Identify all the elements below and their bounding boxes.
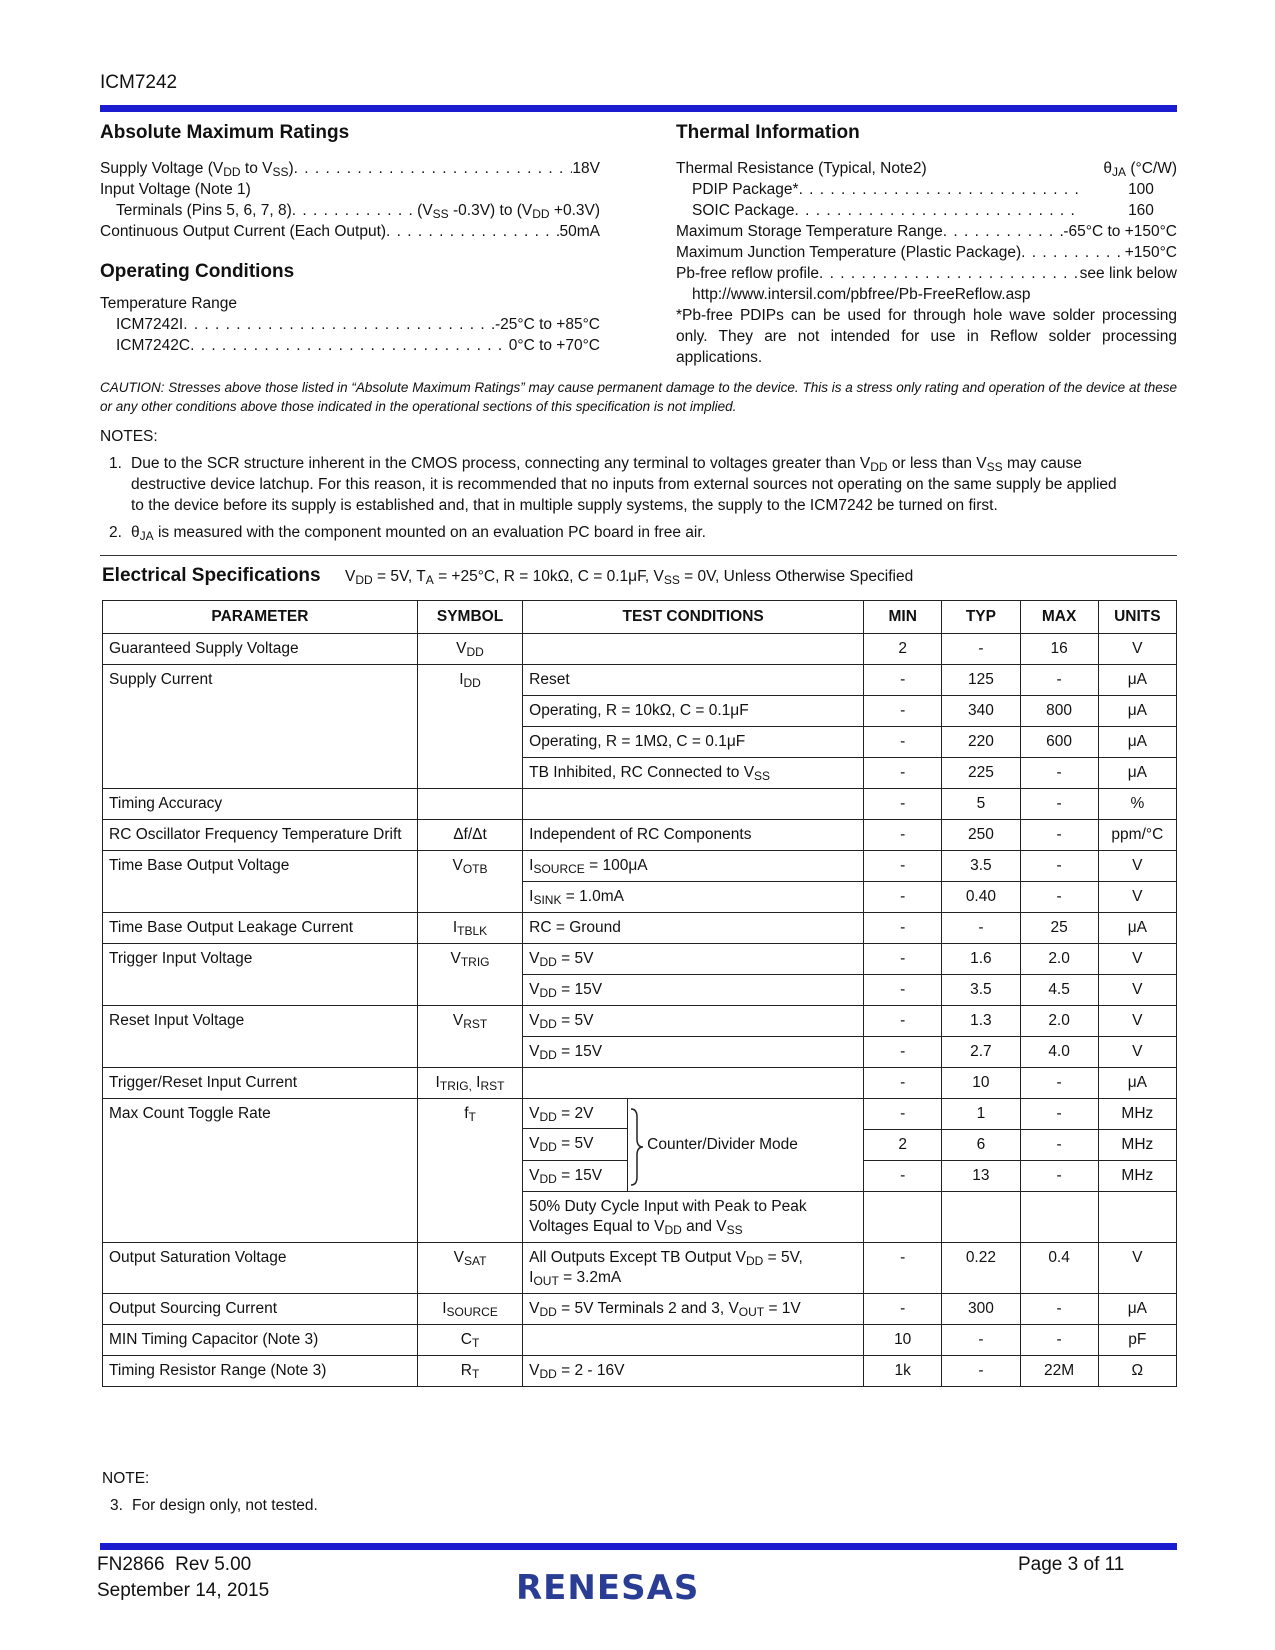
col-min: MIN xyxy=(864,601,942,634)
soic-row: SOIC Package . . . 160 xyxy=(676,200,1177,221)
abs-max-section xyxy=(100,122,600,242)
table-row: Supply Current $I_{DD}$ Reset - 125 - μA xyxy=(103,665,1177,696)
operating-conditions-section xyxy=(100,261,600,356)
table-row: Timing Accuracy - 5 - % xyxy=(103,789,1177,820)
continuous-current-row: Continuous Output Current (Each Output) . . . 50mA xyxy=(100,221,600,242)
temp-range-label: Temperature Range xyxy=(100,295,237,312)
counter-divider-cell: $V_{DD} = 2V$ $V_{DD} = 5V$ $V_{DD} = 15V$ Counter/Divider Mode xyxy=(523,1099,864,1192)
storage-temp-row: Maximum Storage Temperature Range . . . -65°C to +150°C xyxy=(676,221,1177,242)
table-row: Time Base Output Voltage $V_{OTB}$ $I_{SOURCE} = 100\mu A$ - 3.5 - V xyxy=(103,851,1177,882)
note-2: 2. $\theta_{JA}$ is measured with the component mounted on an evaluation PC board in free air. xyxy=(109,524,706,543)
right-brace-icon xyxy=(629,1107,645,1187)
notes-heading: NOTES: xyxy=(100,428,158,445)
reflow-row: Pb-free reflow profile . . . see link below xyxy=(676,263,1177,284)
caution-text: CAUTION: Stresses above those listed in “Absolute Maximum Ratings” may cause permanent damage to the device. This is a stress only rating and operation of the device at these or any other conditions above those indicated in the operational sections of this specification is not implied. xyxy=(100,380,1177,414)
thermal-title: Thermal Information xyxy=(676,122,860,143)
icm7242c-row: ICM7242C . . . 0°C to +70°C xyxy=(100,335,600,356)
table-row: MIN Timing Capacitor (Note 3) $C_T$ 10 - - pF xyxy=(103,1325,1177,1356)
elec-divider xyxy=(100,555,1177,556)
counter-divider-mode: Counter/Divider Mode xyxy=(647,1136,798,1153)
note3-heading: NOTE: xyxy=(102,1470,150,1487)
table-row: TB Inhibited, RC Connected to $V_{SS}$ - 225 - μA xyxy=(103,758,1177,789)
elec-spec-table xyxy=(102,600,1177,1387)
header-rule xyxy=(100,105,1177,112)
table-row: Trigger Input Voltage $V_{TRIG}$ $V_{DD} = 5V$ - 1.6 2.0 V xyxy=(103,944,1177,975)
col-max: MAX xyxy=(1020,601,1098,634)
table-row: Reset Input Voltage $V_{RST}$ $V_{DD} = 5V$ - 1.3 2.0 V xyxy=(103,1006,1177,1037)
table-row: Trigger/Reset Input Current $I_{TRIG,}$ $I_{RST}$ - 10 - μA xyxy=(103,1068,1177,1099)
footer-left xyxy=(97,1552,269,1604)
thermal-section xyxy=(676,122,1177,368)
table-row: Output Sourcing Current $I_{SOURCE}$ $V_{DD} = 5V$ Terminals 2 and 3, $V_{OUT} = 1V$ - 300 - μA xyxy=(103,1294,1177,1325)
table-header-row xyxy=(103,601,1177,634)
table-row: Time Base Output Leakage Current $I_{TBLK}$ RC = Ground - - 25 μA xyxy=(103,913,1177,944)
note-3: 3. For design only, not tested. xyxy=(110,1497,318,1514)
op-cond-title: Operating Conditions xyxy=(100,261,295,282)
pdip-row: PDIP Package* . . . 100 xyxy=(676,179,1177,200)
table-row: $V_{DD} = 15V$ - 2.7 4.0 V xyxy=(103,1037,1177,1068)
table-row: - 13 - MHz xyxy=(103,1161,1177,1192)
table-row: Max Count Toggle Rate $f_T$ $V_{DD} = 2V$ $V_{DD} = 5V$ $V_{DD} = 15V$ Counter/Divider Mode - 1 - MHz xyxy=(103,1099,1177,1130)
doc-number: FN2866 Rev 5.00 xyxy=(97,1554,252,1575)
junction-temp-row: Maximum Junction Temperature (Plastic Package) . . . +150°C xyxy=(676,242,1177,263)
col-parameter: PARAMETER xyxy=(103,601,418,634)
page-number: Page 3 of 11 xyxy=(1018,1554,1125,1575)
table-row: 50% Duty Cycle Input with Peak to Peak Voltages Equal to $V_{DD}$ and $V_{SS}$ xyxy=(103,1192,1177,1243)
notes-section xyxy=(100,426,1177,543)
table-row: $I_{SINK} = 1.0mA$ - 0.40 - V xyxy=(103,882,1177,913)
col-units: UNITS xyxy=(1098,601,1176,634)
doc-date: September 14, 2015 xyxy=(97,1580,270,1601)
col-typ: TYP xyxy=(942,601,1020,634)
note-1: 1. Due to the SCR structure inherent in the CMOS process, connecting any terminal to voltages greater than $V_{DD}$ or less than $V_{SS}$ may cause destructive device latchup. For this reason, it is recommended that no inputs from external sources not operating on the same supply be applied to the device before its supply is established and, that in multiple supply systems, the supply to the ICM7242 be turned on first. xyxy=(109,455,1117,514)
elec-conditions: $V_{DD} = 5V$, $T_A = +25^\circ C$, R = 10kΩ, C = 0.1μF, $V_{SS} = 0V$, Unless Otherwise Specified xyxy=(345,568,914,587)
table-row: Guaranteed Supply Voltage $V_{DD}$ 2 - 16 V xyxy=(103,634,1177,665)
table-row: Output Saturation Voltage $V_{SAT}$ All Outputs Except TB Output $V_{DD} = 5V$, $I_{OUT} = 3.2mA$ - 0.22 0.4 V xyxy=(103,1243,1177,1294)
table-row: RC Oscillator Frequency Temperature Drift Δf/Δt Independent of RC Components - 250 - ppm/°C xyxy=(103,820,1177,851)
input-voltage-label: Input Voltage (Note 1) xyxy=(100,181,251,198)
renesas-logo: RENESAS xyxy=(516,1568,700,1608)
table-row: 2 6 - MHz xyxy=(103,1130,1177,1161)
elec-title-row xyxy=(102,565,913,587)
thermal-resistance-row: Thermal Resistance (Typical, Note2) $\theta_{JA}$ (°C/W) xyxy=(676,160,1177,179)
supply-voltage-row: Supply Voltage ($V_{DD}$ to $V_{SS}$) . . . 18V xyxy=(100,158,600,179)
icm7242i-row: ICM7242I . . . -25°C to +85°C xyxy=(100,314,600,335)
terminals-row: Terminals (Pins 5, 6, 7, 8) . . . ($V_{SS}$ -0.3V) to $(V_{DD} +0.3V)$ xyxy=(100,200,600,221)
elec-title: Electrical Specifications xyxy=(102,565,321,586)
reflow-url[interactable]: http://www.intersil.com/pbfree/Pb-FreeReflow.asp xyxy=(692,286,1031,303)
pdip-note: *Pb-free PDIPs can be used for through hole wave solder processing only. They are not intended for use in Reflow solder processing applications. xyxy=(676,307,1177,366)
table-row: Operating, R = 1MΩ, C = 0.1μF - 220 600 μA xyxy=(103,727,1177,758)
abs-max-title: Absolute Maximum Ratings xyxy=(100,122,350,143)
header-part-number: ICM7242 xyxy=(100,72,178,93)
table-row: Operating, R = 10kΩ, C = 0.1μF - 340 800 μA xyxy=(103,696,1177,727)
note3-section xyxy=(102,1468,318,1516)
table-row: $V_{DD} = 15V$ - 3.5 4.5 V xyxy=(103,975,1177,1006)
footer-rule xyxy=(100,1543,1177,1550)
col-test-conditions: TEST CONDITIONS xyxy=(523,601,864,634)
table-row: Timing Resistor Range (Note 3) $R_T$ $V_{DD} = 2 - 16V$ 1k - 22M Ω xyxy=(103,1356,1177,1387)
col-symbol: SYMBOL xyxy=(417,601,522,634)
